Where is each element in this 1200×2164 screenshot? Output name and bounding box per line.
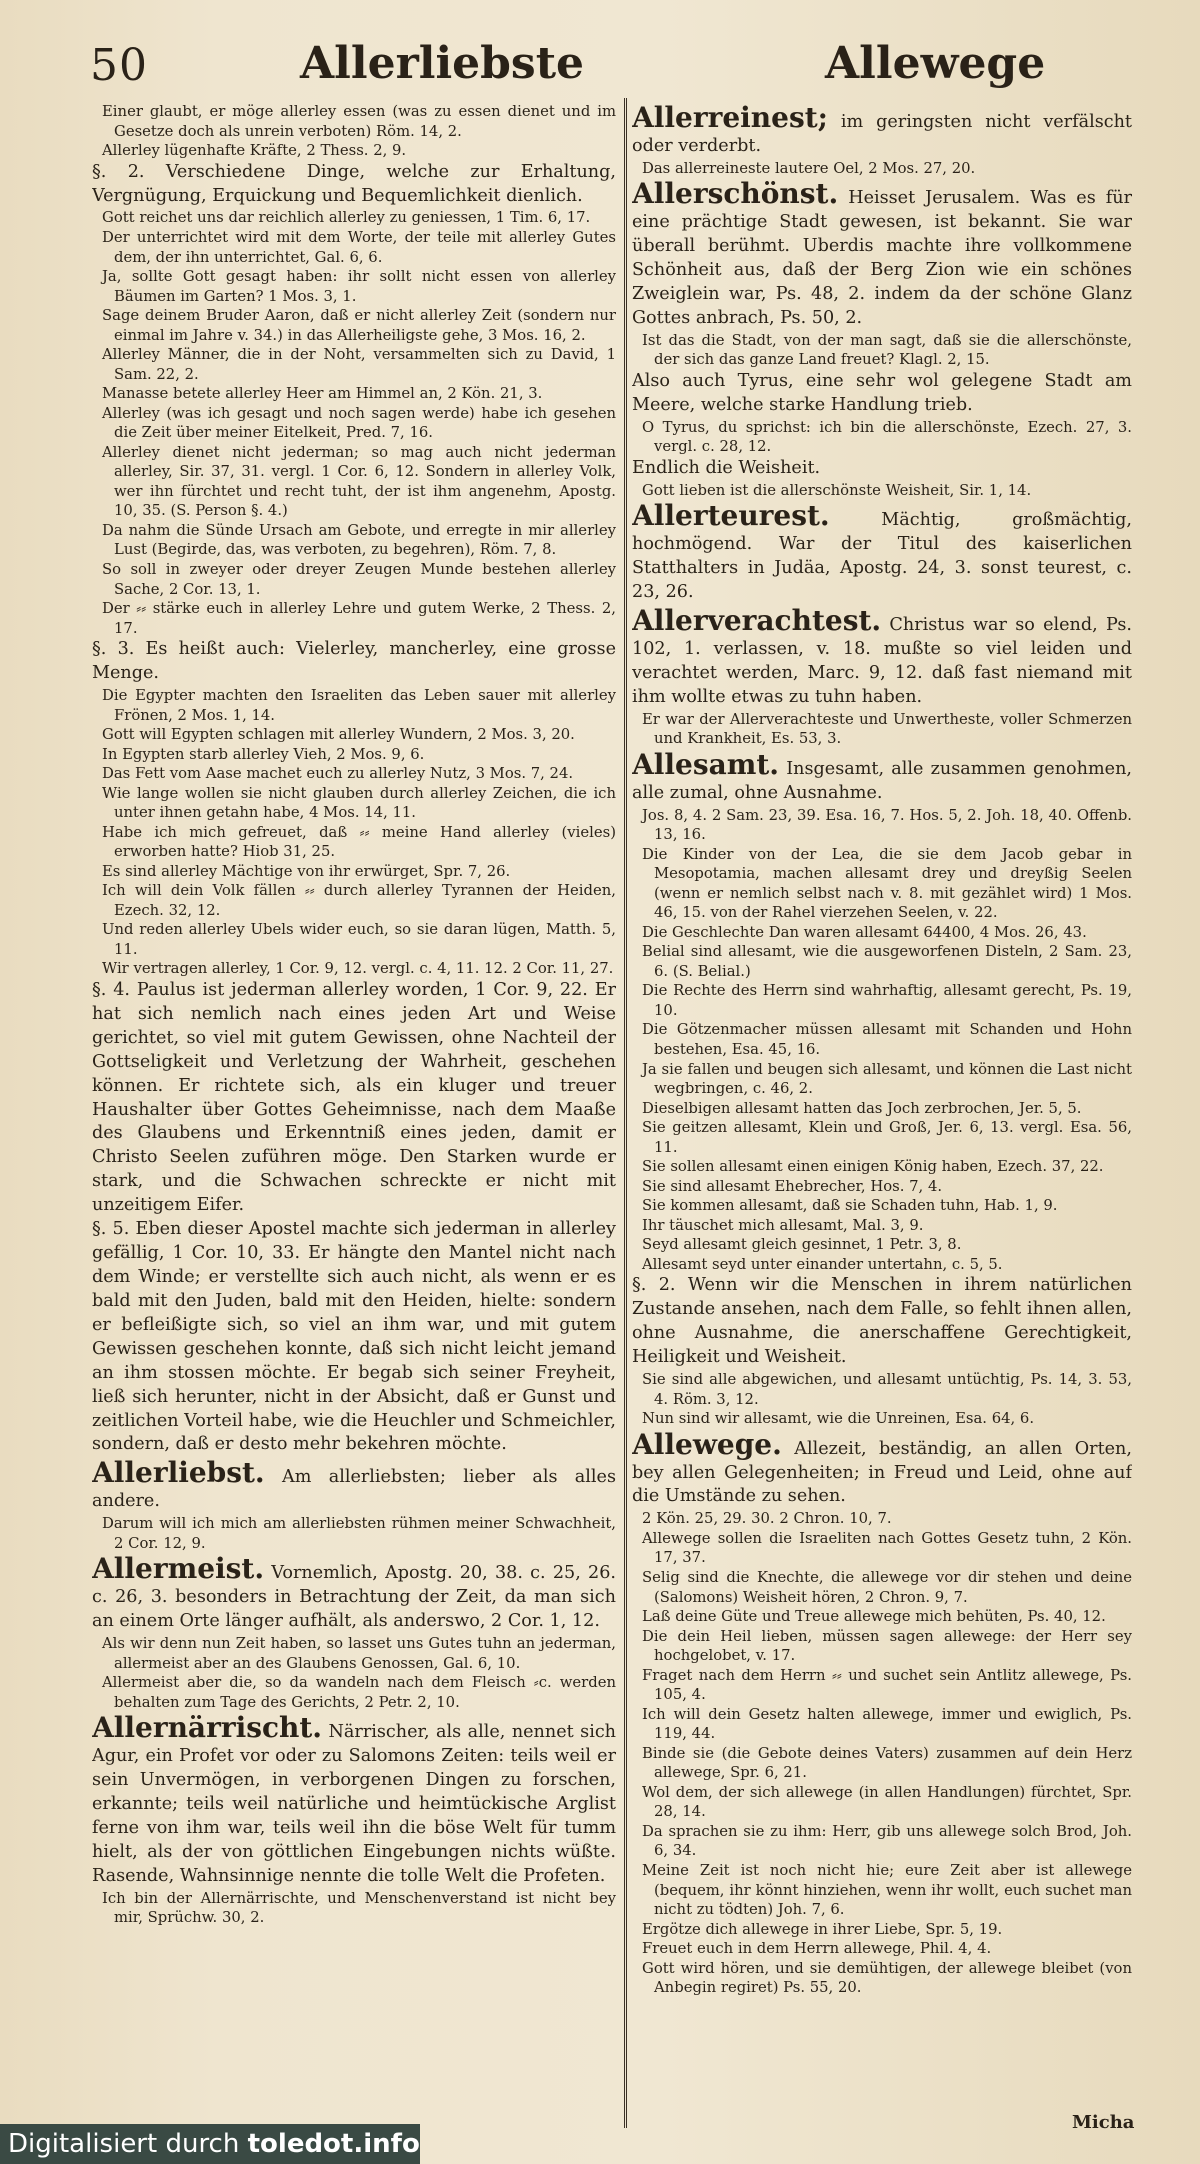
scripture-citation: Als wir denn nun Zeit haben, so lasset uns Gutes tuhn an jederman, allermeist aber an des Glaubens Genossen, Gal. 6, 10. [102, 1635, 616, 1672]
section-paragraph: §. 2. Verschiedene Dinge, welche zur Erhaltung, Vergnügung, Erquickung und Bequemlichkeit dienlich. [92, 161, 616, 206]
scripture-citation: Der unterrichtet wird mit dem Worte, der teile mit allerley Gutes dem, der ihn unterrichtet, Gal. 6, 6. [102, 228, 616, 266]
left-column [92, 102, 616, 2112]
entry-definition: Am allerliebsten; lieber als alles andere. [92, 1467, 616, 1512]
scripture-citation: Allerley lügenhafte Kräfte, 2 Thess. 2, 9. [102, 142, 407, 160]
scripture-citation: Es sind allerley Mächtige von ihr erwürget, Spr. 7, 26. [102, 862, 511, 880]
entry-definition: Heisset Jerusalem. Was es für eine prächtige Stadt gewesen, ist bekannt. Sie war überall berühmt. Uberdis machte ihre vollkommene Schönheit aus, daß der Berg Zion wie ein schönes Zweiglein war, Ps. 48, 2. indem da der schöne Glanz Gottes anbrach, Ps. 50, 2. [632, 188, 1132, 328]
scripture-citation: Belial sind allesamt, wie die ausgeworfenen Disteln, 2 Sam. 23, 6. (S. Belial.) [642, 943, 1132, 980]
scripture-citation: O Tyrus, du sprichst: ich bin die allerschönste, Ezech. 27, 3. vergl. c. 28, 12. [642, 418, 1132, 456]
scripture-citation: Gott will Egypten schlagen mit allerley Wundern, 2 Mos. 3, 20. [102, 726, 575, 744]
section-paragraph: §. 3. Es heißt auch: Vielerley, mancherley, eine grosse Menge. [92, 639, 616, 684]
column-divider [624, 98, 627, 2128]
entry-headword: Allerschönst. [632, 177, 839, 211]
scripture-citation: Allerley Männer, die in der Noht, versammelten sich zu David, 1 Sam. 22, 2. [102, 346, 616, 383]
scripture-citation: 2 Kön. 25, 29. 30. 2 Chron. 10, 7. [642, 1510, 892, 1528]
section-paragraph: §. 4. Paulus ist jederman allerley worden, 1 Cor. 9, 22. Er hat sich nemlich nach eines jeden Art und Weise gerichtet, so viel mit gutem Gewissen, ohne Nachteil der Gottseligkeit und Verletzung der Wahrheit, geschehen können. Er richtete sich, als ein kluger und treuer Haushalter über Gottes Geheimnisse, nach dem Maaße des Glaubens und Erkenntniß eines jeden, damit er Christo Seelen zuführen möge. Den Starken wurde er stark, und die Schwachen schreckte er nicht mit unzeitigem Eifer. [92, 979, 616, 1216]
scripture-citation: Ich will dein Gesetz halten allewege, immer und ewiglich, Ps. 119, 44. [642, 1705, 1132, 1743]
entry-headword: Allesamt. [632, 747, 780, 781]
entry-headword: Allernärrischt. [92, 1711, 323, 1745]
entry-definition: im geringsten nicht verfälscht oder verderbt. [632, 112, 1132, 156]
scripture-citation: Die dein Heil lieben, müssen sagen allewege: der Herr sey hochgelobet, v. 17. [642, 1627, 1132, 1665]
dictionary-entry [632, 1429, 1132, 1510]
scripture-citation: Dieselbigen allesamt hatten das Joch zerbrochen, Jer. 5, 5. [642, 1099, 1082, 1117]
scripture-citation: Habe ich mich gefreuet, daß ⸗⸗ meine Hand allerley (vieles) erworben hatte? Hiob 31, 25. [102, 823, 616, 861]
scripture-citation: In Egypten starb allerley Vieh, 2 Mos. 9, 6. [102, 745, 425, 763]
scripture-citation: Seyd allesamt gleich gesinnet, 1 Petr. 3, 8. [642, 1236, 962, 1254]
scripture-citation: Wol dem, der sich allewege (in allen Handlungen) fürchtet, Spr. 28, 14. [642, 1783, 1132, 1821]
scripture-citation: Allewege sollen die Israeliten nach Gottes Gesetz tuhn, 2 Kön. 17, 37. [642, 1529, 1132, 1567]
page-number: 50 [90, 40, 148, 91]
scripture-citation: Der ⸗⸗ stärke euch in allerley Lehre und gutem Werke, 2 Thess. 2, 17. [102, 600, 616, 637]
scripture-citation: Das Fett vom Aase machet euch zu allerley Nutz, 3 Mos. 7, 24. [102, 765, 574, 783]
scripture-citation: Gott reichet uns dar reichlich allerley zu geniessen, 1 Tim. 6, 17. [102, 209, 591, 227]
entry-headword: Allewege. [632, 1427, 782, 1461]
entry-definition: Insgesamt, alle zusammen genohmen, alle zumal, ohne Ausnahme. [632, 758, 1132, 803]
dictionary-entry [632, 749, 1132, 806]
scripture-citation: Sage deinem Bruder Aaron, daß er nicht allerley Zeit (sondern nur einmal im Jahre v. 34.) in das Allerheiligste gehe, 3 Mos. 16, 2. [102, 307, 616, 344]
scripture-citation: Die Egypter machten den Israeliten das Leben sauer mit allerley Frönen, 2 Mos. 1, 14. [102, 686, 616, 724]
catchword: Micha [1072, 2112, 1135, 2133]
scripture-citation: Allermeist aber die, so da wandeln nach dem Fleisch ⸗c. werden behalten zum Tage des Gerichts, 2 Petr. 2, 10. [102, 1674, 616, 1711]
scripture-citation: Einer glaubt, er möge allerley essen (was zu essen dienet und im Gesetze doch als unrein verboten) Röm. 14, 2. [102, 103, 616, 140]
scripture-citation: Sie sollen allesamt einen einigen König haben, Ezech. 37, 22. [642, 1158, 1104, 1176]
scripture-citation: Allerley (was ich gesagt und noch sagen werde) habe ich gesehen die Zeit über meiner Eitelkeit, Pred. 7, 16. [102, 404, 616, 442]
scripture-citation: Darum will ich mich am allerliebsten rühmen meiner Schwachheit, 2 Cor. 12, 9. [102, 1515, 616, 1552]
dictionary-entry [632, 500, 1132, 605]
scripture-citation: Nun sind wir allesamt, wie die Unreinen, Esa. 64, 6. [642, 1410, 1035, 1428]
scripture-citation: Sie kommen allesamt, daß sie Schaden tuhn, Hab. 1, 9. [642, 1197, 1058, 1215]
scripture-citation: Ja, sollte Gott gesagt haben: ihr sollt nicht essen von allerley Bäumen im Garten? 1 Mos. 3, 1. [102, 268, 616, 305]
scripture-citation: Da nahm die Sünde Ursach am Gebote, und erregte in mir allerley Lust (Begirde, das, was verboten, zu begehren), Röm. 7, 8. [102, 521, 616, 559]
section-paragraph: §. 2. Wenn wir die Menschen in ihrem natürlichen Zustande ansehen, nach dem Falle, so fehlt ihnen allen, ohne Ausnahme, die anerschaffene Gerechtigkeit, Heiligkeit und Weisheit. [632, 1275, 1132, 1368]
scripture-citation: Ihr täuschet mich allesamt, Mal. 3, 9. [642, 1216, 924, 1234]
scripture-citation: Jos. 8, 4. 2 Sam. 23, 39. Esa. 16, 7. Hos. 5, 2. Joh. 18, 40. Offenb. 13, 16. [642, 806, 1132, 844]
digitization-footer[interactable] [0, 2124, 420, 2164]
entry-headword: Allerteurest. [632, 499, 830, 533]
scripture-citation: Da sprachen sie zu ihm: Herr, gib uns allewege solch Brod, Joh. 6, 34. [642, 1822, 1132, 1860]
right-column [632, 102, 1132, 2112]
scripture-citation: Gott lieben ist die allerschönste Weisheit, Sir. 1, 14. [642, 481, 1032, 499]
scripture-citation: Und reden allerley Ubels wider euch, so sie daran lügen, Matth. 5, 11. [102, 921, 616, 958]
dictionary-entry [92, 1553, 616, 1634]
scripture-citation: Sie sind allesamt Ehebrecher, Hos. 7, 4. [642, 1177, 943, 1195]
scripture-citation: Wir vertragen allerley, 1 Cor. 9, 12. vergl. c. 4, 11. 12. 2 Cor. 11, 27. [102, 960, 614, 978]
entry-definition: Allezeit, beständig, an allen Orten, bey allen Gelegenheiten; in Freud und Leid, ohne auf die Umstände zu sehen. [632, 1438, 1132, 1507]
scripture-citation: Laß deine Güte und Treue allewege mich behüten, Ps. 40, 12. [642, 1608, 1106, 1626]
scripture-citation: Die Rechte des Herrn sind wahrhaftig, allesamt gerecht, Ps. 19, 10. [642, 982, 1132, 1019]
scripture-citation: Sie sind alle abgewichen, und allesamt untüchtig, Ps. 14, 3. 53, 4. Röm. 3, 12. [642, 1371, 1132, 1408]
scripture-citation: Fraget nach dem Herrn ⸗⸗ und suchet sein Antlitz allewege, Ps. 105, 4. [642, 1666, 1132, 1704]
dictionary-entry [632, 102, 1132, 159]
scripture-citation: Ich bin der Allernärrischte, und Menschenverstand ist nicht bey mir, Sprüchw. 30, 2. [102, 1889, 616, 1927]
scripture-citation: Meine Zeit ist noch nicht hie; eure Zeit aber ist allewege (bequem, ihr könnt hinziehen, wenn ihr wollt, euch suchet man nicht zu tödten) Joh. 7, 6. [642, 1861, 1132, 1919]
dictionary-entry [632, 605, 1132, 710]
right-running-title: Allewege [825, 38, 1046, 89]
entry-definition: Mächtig, großmächtig, hochmögend. War der Titul des kaiserlichen Statthalters in Judäa, Apostg. 24, 3. sonst teurest, c. 23, 26. [632, 510, 1132, 603]
scripture-citation: Ergötze dich allewege in ihrer Liebe, Spr. 5, 19. [642, 1920, 1003, 1938]
scripture-citation: Freuet euch in dem Herrn allewege, Phil. 4, 4. [642, 1940, 992, 1958]
entry-definition: Vornemlich, Apostg. 20, 38. c. 25, 26. c. 26, 3. besonders in Betrachtung der Zeit, da man sich an einem Orte länger aufhält, als anderswo, 2 Cor. 1, 12. [92, 1563, 616, 1632]
section-paragraph: §. 5. Eben dieser Apostel machte sich jederman in allerley gefällig, 1 Cor. 10, 33. Er hängte den Mantel nicht nach dem Winde; er verstellte sich auch nicht, als wenn er es bald mit den Juden, bald mit den Heiden, hielte: sondern er befleißigte sich, so viel an ihm war, und mit gutem Gewissen geschehen konnte, daß sich nicht leicht jemand an ihm stossen möchte. Er begab sich seiner Freyheit, ließ sich herunter, nicht in der Absicht, daß er Gunst und zeitlichen Vorteil habe, wie die Heuchler und Schmeichler, sondern, daß er desto mehr bekehren möchte. [92, 1219, 616, 1455]
entry-definition: Närrischer, als alle, nennet sich Agur, ein Profet vor oder zu Salomons Zeiten: teils weil er sein Unvermögen, in verborgenen Dingen zu forschen, erkannte; teils weil natürliche und heimtückische Arglist ferne von ihm war, teils weil ihn die böse Welt für tumm hielt, als der von göttlichen Eingebungen nichts wüßte. Rasende, Wahnsinnige nennte die tolle Welt die Profeten. [92, 1722, 616, 1886]
entry-headword: Allerverachtest. [632, 604, 882, 638]
scripture-citation: Die Götzenmacher müssen allesamt mit Schanden und Hohn bestehen, Esa. 45, 16. [642, 1021, 1132, 1058]
scripture-citation: Ja sie fallen und beugen sich allesamt, und können die Last nicht wegbringen, c. 46, 2. [642, 1060, 1132, 1098]
scripture-citation: Allesamt seyd unter einander untertahn, c. 5, 5. [642, 1255, 1003, 1273]
scripture-citation: Ich will dein Volk fällen ⸗⸗ durch allerley Tyrannen der Heiden, Ezech. 32, 12. [102, 882, 616, 919]
section-paragraph: Endlich die Weisheit. [632, 457, 821, 478]
scripture-citation: Sie geitzen allesamt, Klein und Groß, Jer. 6, 13. vergl. Esa. 56, 11. [642, 1119, 1132, 1156]
scripture-citation: Selig sind die Knechte, die allewege vor dir stehen und deine (Salomons) Weisheit hören, 2 Chron. 9, 7. [642, 1569, 1132, 1606]
scripture-citation: Er war der Allerverachteste und Unwertheste, voller Schmerzen und Krankheit, Es. 53, 3. [642, 710, 1132, 748]
entry-headword: Allermeist. [92, 1552, 265, 1586]
left-running-title: Allerliebste [300, 38, 585, 89]
scripture-citation: Gott wird hören, und sie demühtigen, der allewege bleibet (von Anbegin regiret) Ps. 55, 20. [642, 1959, 1132, 1997]
section-paragraph: Also auch Tyrus, eine sehr wol gelegene Stadt am Meere, welche starke Handlung trieb. [632, 370, 1132, 415]
scripture-citation: Binde sie (die Gebote deines Vaters) zusammen auf dein Herz allewege, Spr. 6, 21. [642, 1744, 1132, 1782]
entry-definition: Christus war so elend, Ps. 102, 1. verlassen, v. 18. mußte so viel leiden und verachtet werden, Marc. 9, 12. daß fast niemand mit ihm wollte etwas zu tuhn haben. [632, 615, 1132, 707]
dictionary-entry [92, 1457, 616, 1514]
scripture-citation: Wie lange wollen sie nicht glauben durch allerley Zeichen, die ich unter ihnen getahn habe, 4 Mos. 14, 11. [102, 784, 616, 822]
dictionary-entry [92, 1712, 616, 1888]
scripture-citation: Das allerreineste lautere Oel, 2 Mos. 27, 20. [642, 159, 976, 177]
entry-headword: Allerliebst. [92, 1456, 265, 1490]
scripture-citation: Allerley dienet nicht jederman; so mag auch nicht jederman allerley, Sir. 37, 31. vergl. 1 Cor. 6, 12. Sondern in allerley Volk, wer ihn fürchtet und recht tuht, der ist ihm angenehm, Apostg. 10, 35. (S. Person §. 4.) [102, 443, 616, 520]
scripture-citation: Die Geschlechte Dan waren allesamt 64400, 4 Mos. 26, 43. [642, 923, 1087, 941]
scripture-citation: Manasse betete allerley Heer am Himmel an, 2 Kön. 21, 3. [102, 385, 543, 403]
footer-brand-link[interactable]: toledot.info [247, 2129, 420, 2159]
entry-headword: Allerreinest; [632, 102, 828, 134]
page-header [0, 36, 1200, 96]
footer-text: Digitalisiert durch [8, 2129, 248, 2159]
scripture-citation: Ist das die Stadt, von der man sagt, daß sie die allerschönste, der sich das ganze Land freuet? Klagl. 2, 15. [642, 331, 1132, 369]
scripture-citation: Die Kinder von der Lea, die sie dem Jacob gebar in Mesopotamia, machen allesamt drey und dreyßig Seelen (wenn er nemlich selbst nach v. 8. mit gezählet wird) 1 Mos. 46, 15. von der Rahel vierzehen Seelen, v. 22. [642, 845, 1132, 922]
scripture-citation: So soll in zweyer oder dreyer Zeugen Munde bestehen allerley Sache, 2 Cor. 13, 1. [102, 561, 616, 598]
dictionary-entry [632, 178, 1132, 331]
